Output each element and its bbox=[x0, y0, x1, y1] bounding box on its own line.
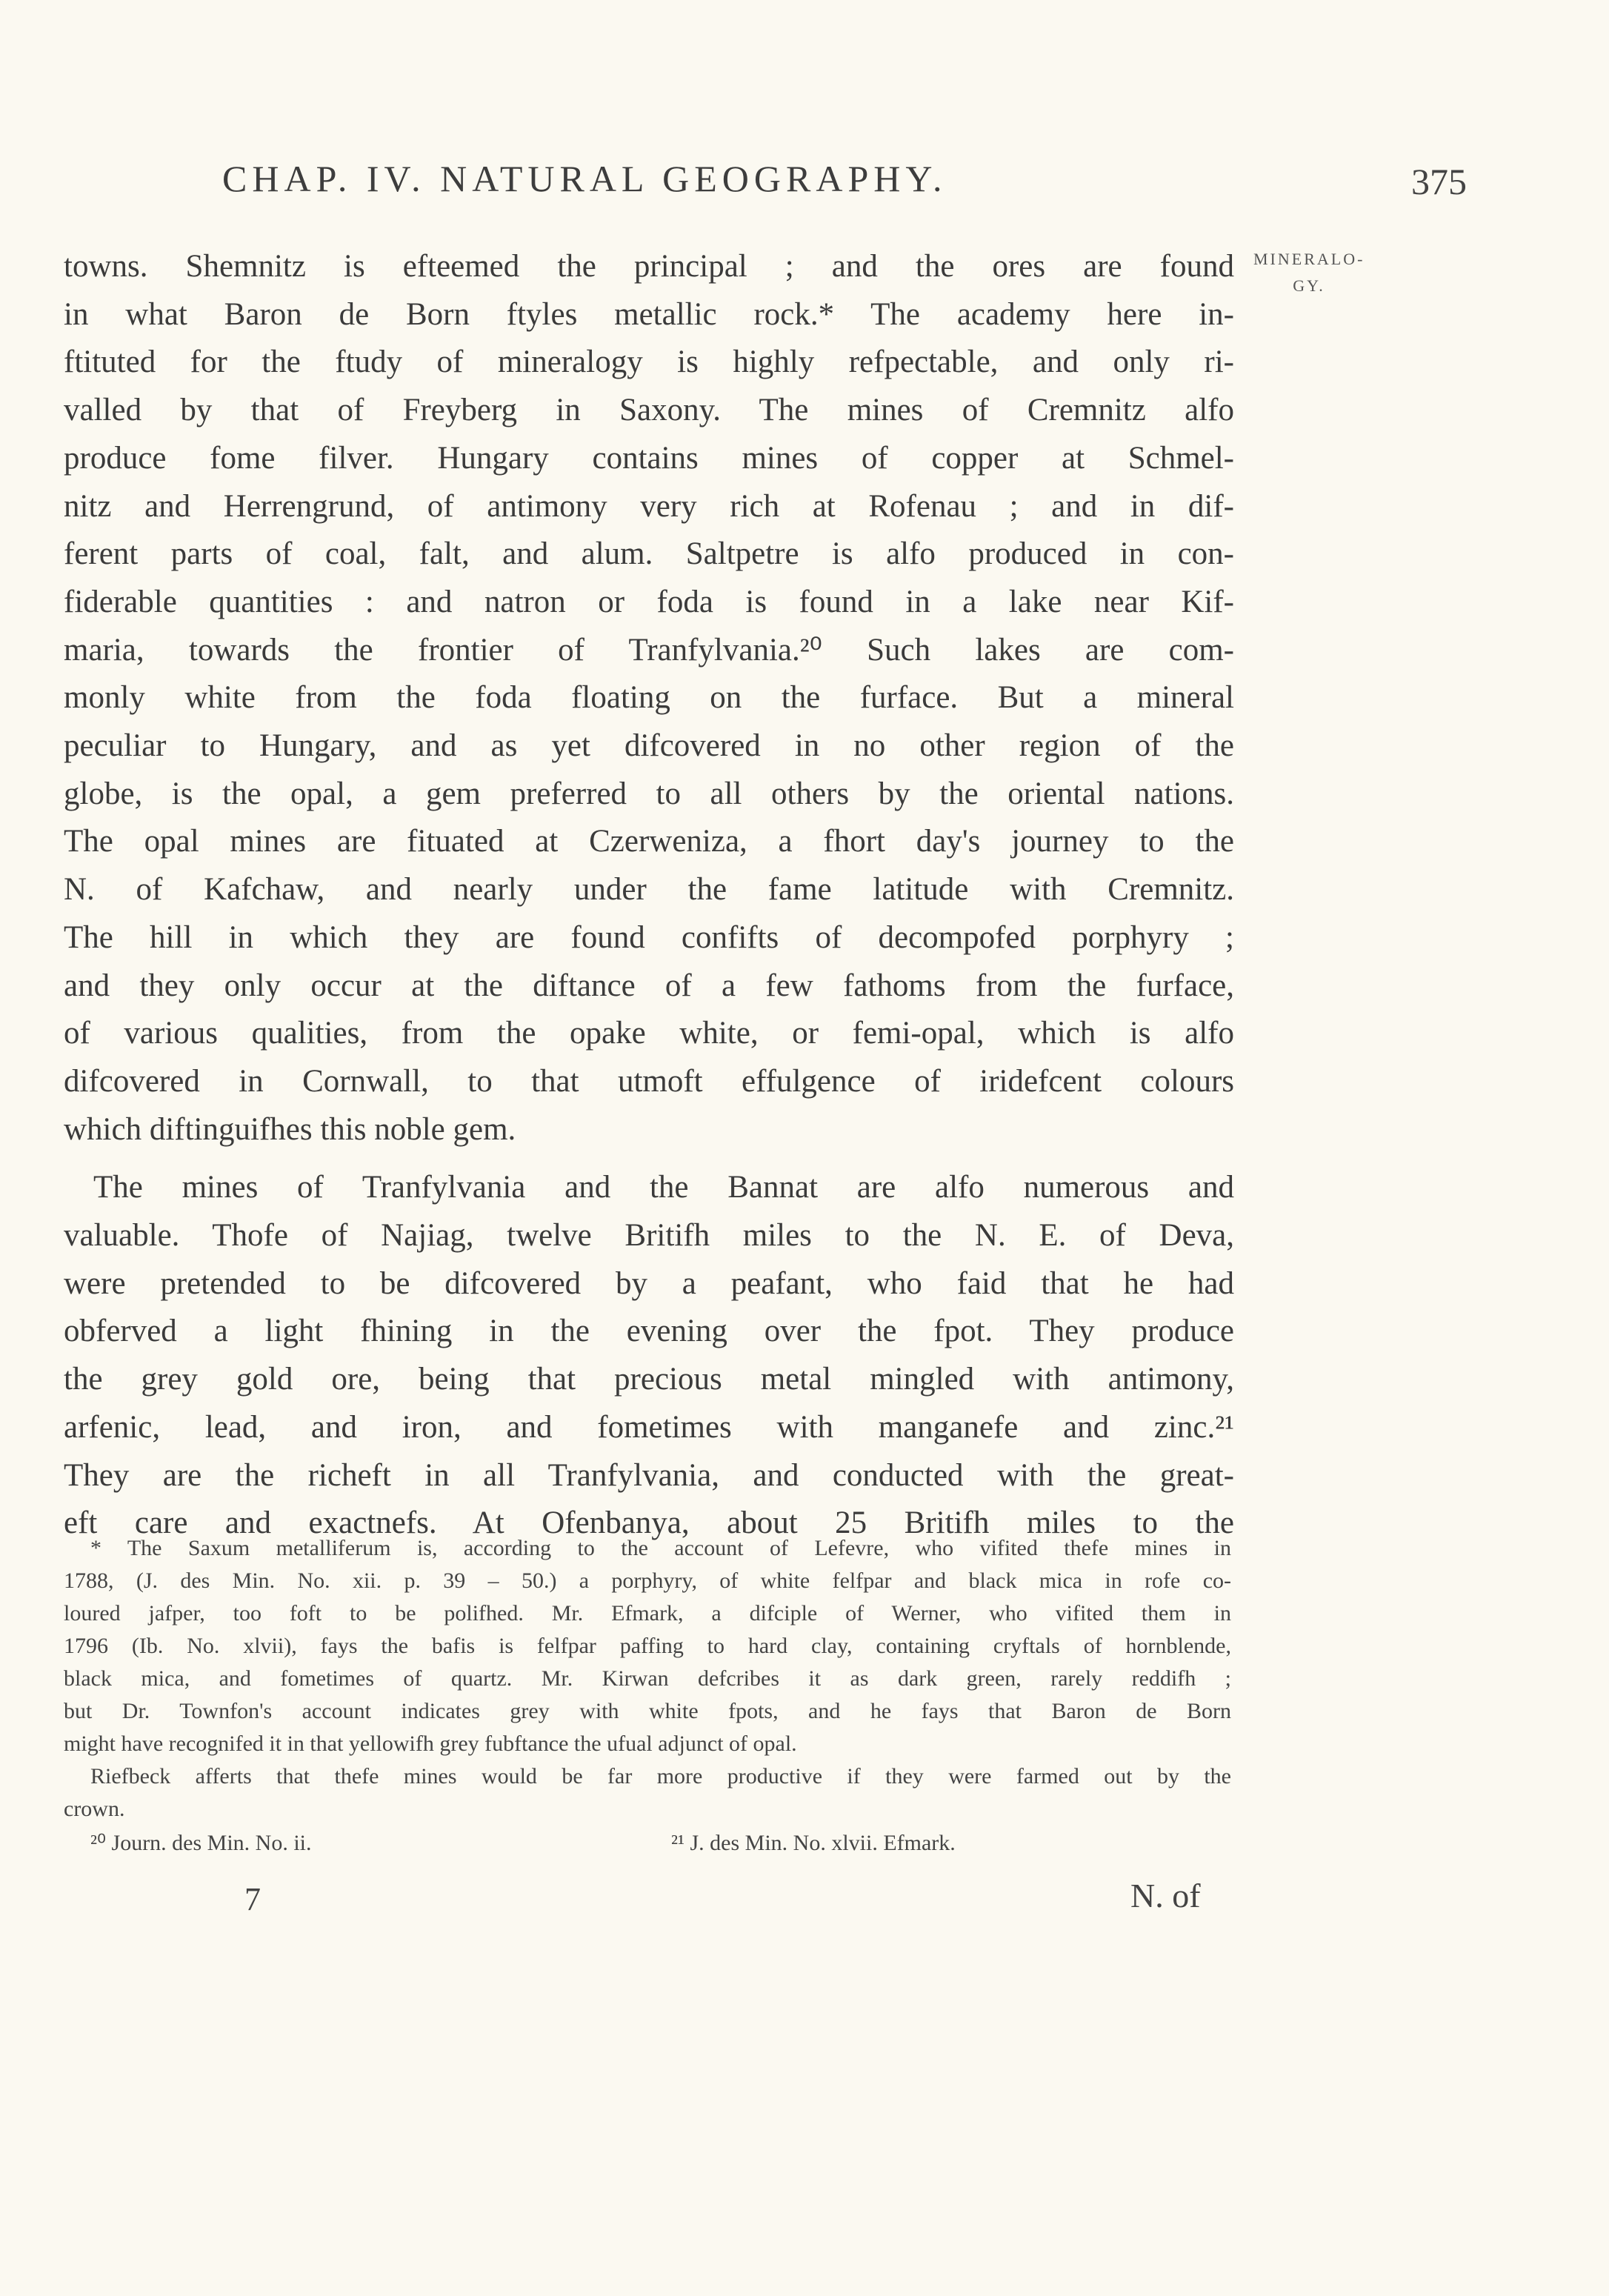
paragraph-gap bbox=[64, 1154, 1234, 1164]
catchword: N. of bbox=[1130, 1877, 1201, 1914]
text-line: peculiar to Hungary, and as yet difcovered in no other region of the bbox=[64, 728, 1234, 764]
footnote-line: * The Saxum metalliferum is, according to the account of Lefevre, who vifited thefe mines in bbox=[90, 1536, 1231, 1560]
footnote-line: 1788, (J. des Min. No. xii. p. 39 – 50.) a porphyry, of white felfpar and black mica in rofe co- bbox=[64, 1568, 1231, 1593]
footnote-line: crown. bbox=[64, 1797, 125, 1821]
signature-mark: 7 bbox=[244, 1881, 261, 1917]
text-line: and they only occur at the diftance of a few fathoms from the furface, bbox=[64, 968, 1234, 1003]
text-line: maria, towards the frontier of Tranfylvania.²⁰ Such lakes are com- bbox=[64, 632, 1234, 668]
footnote-ref-21: ²¹ J. des Min. No. xlvii. Efmark. bbox=[671, 1831, 956, 1855]
text-line: monly white from the foda floating on the furface. But a mineral bbox=[64, 680, 1234, 716]
text-line: the grey gold ore, being that precious metal mingled with antimony, bbox=[64, 1362, 1234, 1397]
text-line: were pretended to be difcovered by a peafant, who faid that he had bbox=[64, 1265, 1234, 1301]
paragraph bbox=[64, 243, 1234, 1154]
margin-note-line: MINERALO- bbox=[1253, 250, 1365, 268]
footnote-line: Riefbeck afferts that thefe mines would be far more productive if they were farmed out by the bbox=[90, 1764, 1231, 1788]
page-header bbox=[222, 157, 1467, 209]
footnote-references bbox=[64, 1827, 1231, 1864]
text-line: ferent parts of coal, falt, and alum. Saltpetre is alfo produced in con- bbox=[64, 536, 1234, 572]
running-head: CHAP. IV. NATURAL GEOGRAPHY. bbox=[222, 158, 947, 199]
text-line: arfenic, lead, and iron, and fometimes with manganefe and zinc.²¹ bbox=[64, 1409, 1234, 1445]
footnote-line: but Dr. Townfon's account indicates grey with white fpots, and he fays that Baron de Born bbox=[64, 1699, 1231, 1723]
text-line: valled by that of Freyberg in Saxony. The mines of Cremnitz alfo bbox=[64, 393, 1234, 428]
footnote-line: might have recognifed it in that yellowifh grey fubftance the ufual adjunct of opal. bbox=[64, 1731, 797, 1756]
text-line: N. of Kafchaw, and nearly under the fame latitude with Cremnitz. bbox=[64, 872, 1234, 908]
footnote-line: 1796 (Ib. No. xlvii), fays the bafis is felfpar paffing to hard clay, containing cryftals of hornblende, bbox=[64, 1634, 1231, 1658]
text-line: which diftinguifhes this noble gem. bbox=[64, 1111, 516, 1147]
margin-note bbox=[1253, 246, 1365, 299]
text-line: in what Baron de Born ftyles metallic rock.* The academy here in- bbox=[64, 296, 1234, 332]
text-line: obferved a light fhining in the evening over the fpot. They produce bbox=[64, 1314, 1234, 1349]
text-line: fiderable quantities : and natron or foda is found in a lake near Kif- bbox=[64, 584, 1234, 619]
footnote-line: black mica, and fometimes of quartz. Mr. Kirwan defcribes it as dark green, rarely reddifh ; bbox=[64, 1666, 1231, 1691]
text-line: The opal mines are fituated at Czerweniza, a fhort day's journey to the bbox=[64, 824, 1234, 859]
footnotes bbox=[64, 1532, 1231, 1864]
text-line: The hill in which they are found confifts of decompofed porphyry ; bbox=[64, 919, 1234, 955]
text-line: eft care and exactnefs. At Ofenbanya, about 25 Britifh miles to the bbox=[64, 1505, 1234, 1541]
footnote-ref-20: ²⁰ Journ. des Min. No. ii. bbox=[90, 1831, 312, 1855]
text-line: globe, is the opal, a gem preferred to all others by the oriental nations. bbox=[64, 776, 1234, 811]
text-line: The mines of Tranfylvania and the Bannat are alfo numerous and bbox=[93, 1170, 1234, 1205]
paragraph bbox=[64, 1164, 1234, 1548]
text-line: of various qualities, from the opake white, or femi-opal, which is alfo bbox=[64, 1016, 1234, 1051]
margin-note-line: GY. bbox=[1293, 276, 1325, 295]
text-line: valuable. Thofe of Najiag, twelve Britifh miles to the N. E. of Deva, bbox=[64, 1218, 1234, 1254]
text-line: ftituted for the ftudy of mineralogy is highly refpectable, and only ri- bbox=[64, 345, 1234, 380]
footnote-line: loured jafper, too foft to be polifhed. Mr. Efmark, a difciple of Werner, who vifited them in bbox=[64, 1601, 1231, 1625]
text-line: nitz and Herrengrund, of antimony very rich at Rofenau ; and in dif- bbox=[64, 488, 1234, 524]
main-text bbox=[64, 243, 1234, 1548]
text-line: towns. Shemnitz is efteemed the principal ; and the ores are found bbox=[64, 249, 1234, 284]
text-line: difcovered in Cornwall, to that utmoft effulgence of iridefcent colours bbox=[64, 1063, 1234, 1099]
page-number: 375 bbox=[1411, 161, 1467, 202]
text-line: produce fome filver. Hungary contains mines of copper at Schmel- bbox=[64, 440, 1234, 476]
text-line: They are the richeft in all Tranfylvania, and conducted with the great- bbox=[64, 1457, 1234, 1493]
